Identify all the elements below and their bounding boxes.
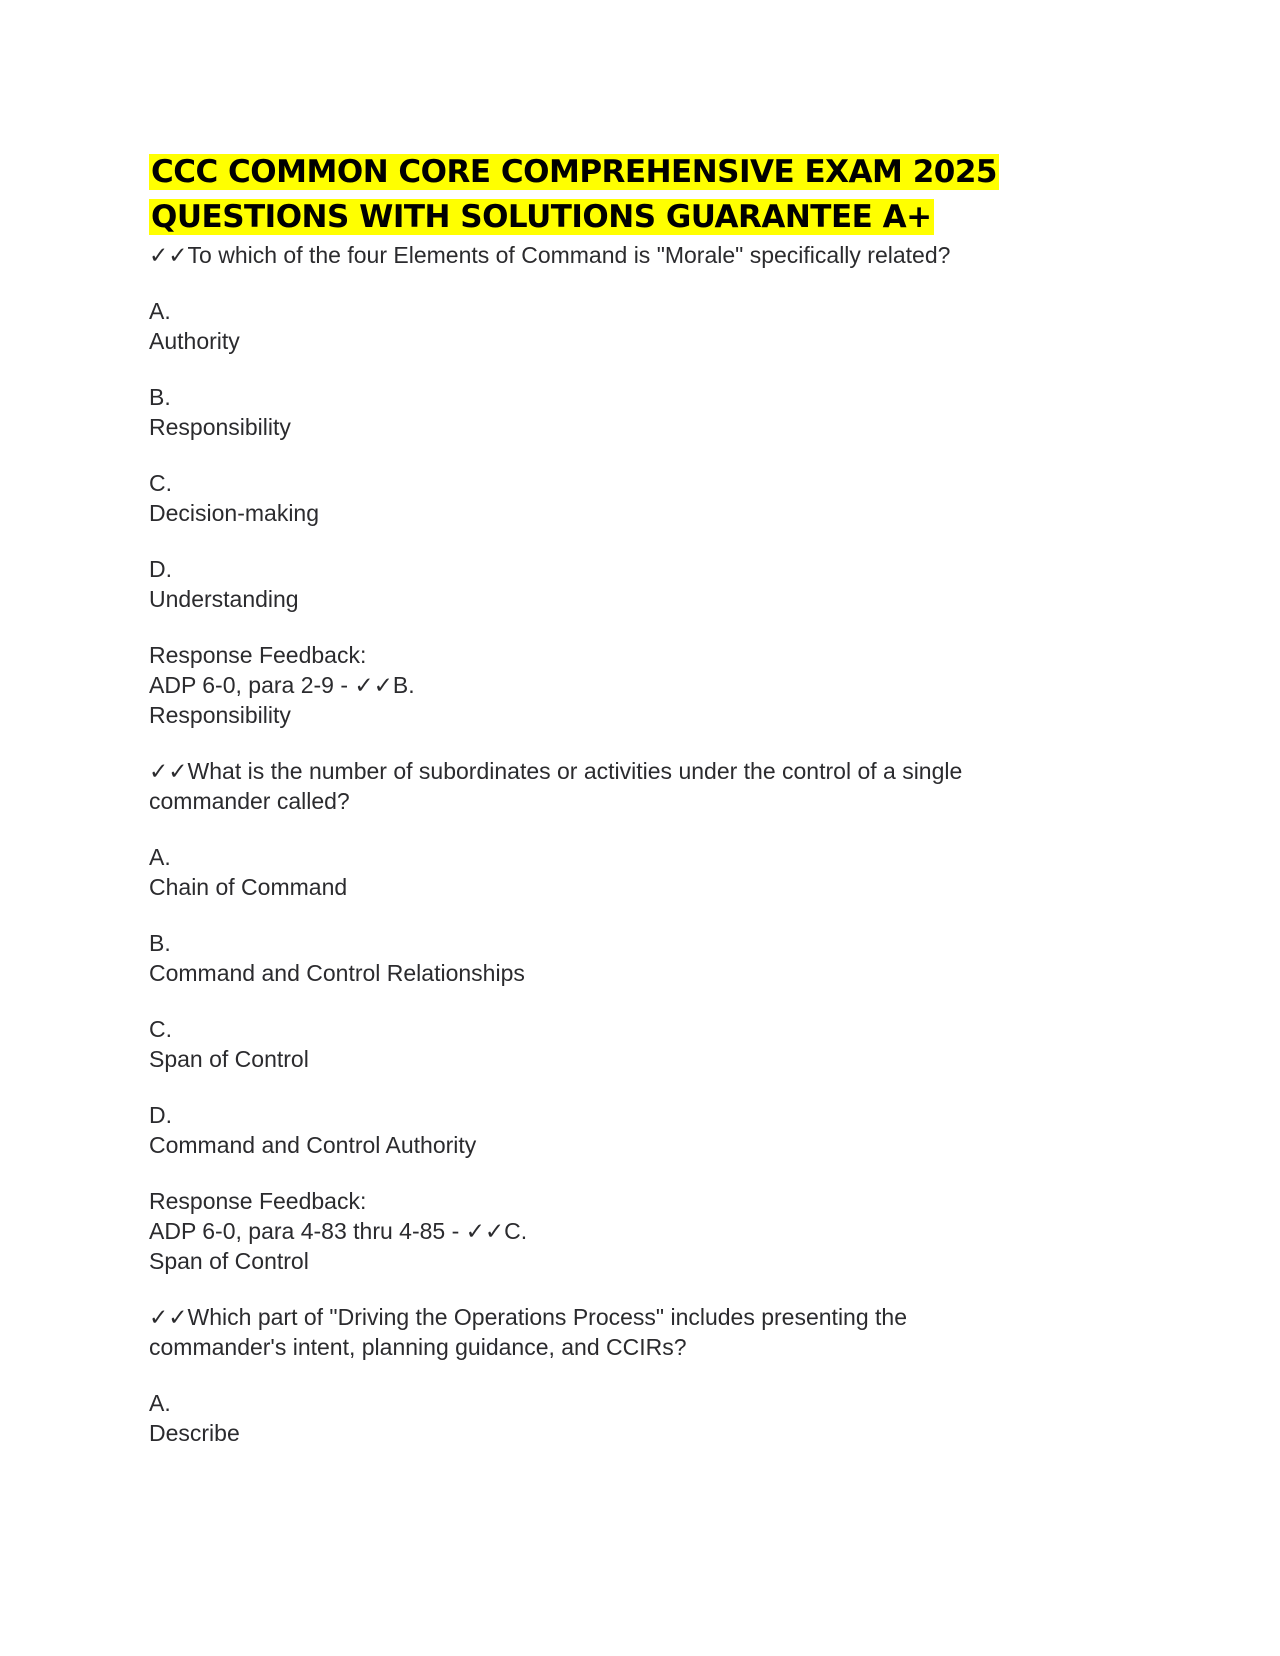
option-text: Span of Control <box>149 1046 309 1072</box>
feedback-label: Response Feedback: <box>149 1188 367 1214</box>
feedback-label: Response Feedback: <box>149 642 367 668</box>
question-text-line-2: commander called? <box>149 788 350 814</box>
document-title <box>149 150 1149 240</box>
question-3 <box>149 1302 1149 1448</box>
question-text-line-1: ✓✓What is the number of subordinates or activities under the control of a single <box>149 758 963 784</box>
feedback-answer: Span of Control <box>149 1248 309 1274</box>
option-text: Command and Control Relationships <box>149 960 525 986</box>
option-letter: A. <box>149 844 171 870</box>
option-text: Command and Control Authority <box>149 1132 477 1158</box>
title-line-1: CCC COMMON CORE COMPREHENSIVE EXAM 2025 <box>151 154 997 190</box>
option-letter: C. <box>149 470 172 496</box>
option-letter: A. <box>149 298 171 324</box>
option-text: Responsibility <box>149 414 291 440</box>
title-line-2: QUESTIONS WITH SOLUTIONS GUARANTEE A+ <box>151 199 932 235</box>
option-text: Describe <box>149 1420 240 1446</box>
option-letter: C. <box>149 1016 172 1042</box>
option-letter: B. <box>149 384 171 410</box>
option-letter: A. <box>149 1390 171 1416</box>
question-text: ✓✓To which of the four Elements of Command is "Morale" specifically related? <box>149 242 951 268</box>
question-text-line-1: ✓✓Which part of "Driving the Operations Process" includes presenting the <box>149 1304 908 1330</box>
feedback-answer: Responsibility <box>149 702 291 728</box>
option-letter: D. <box>149 556 172 582</box>
option-text: Understanding <box>149 586 299 612</box>
option-text: Chain of Command <box>149 874 348 900</box>
question-2 <box>149 756 1149 1302</box>
option-letter: D. <box>149 1102 172 1128</box>
option-text: Authority <box>149 328 240 354</box>
document-page <box>149 150 1149 1448</box>
option-text: Decision-making <box>149 500 320 526</box>
question-1 <box>149 240 1149 756</box>
question-text-line-2: commander's intent, planning guidance, and CCIRs? <box>149 1334 687 1360</box>
option-letter: B. <box>149 930 171 956</box>
feedback-reference: ADP 6-0, para 2-9 - ✓✓B. <box>149 672 415 698</box>
feedback-reference: ADP 6-0, para 4-83 thru 4-85 - ✓✓C. <box>149 1218 528 1244</box>
